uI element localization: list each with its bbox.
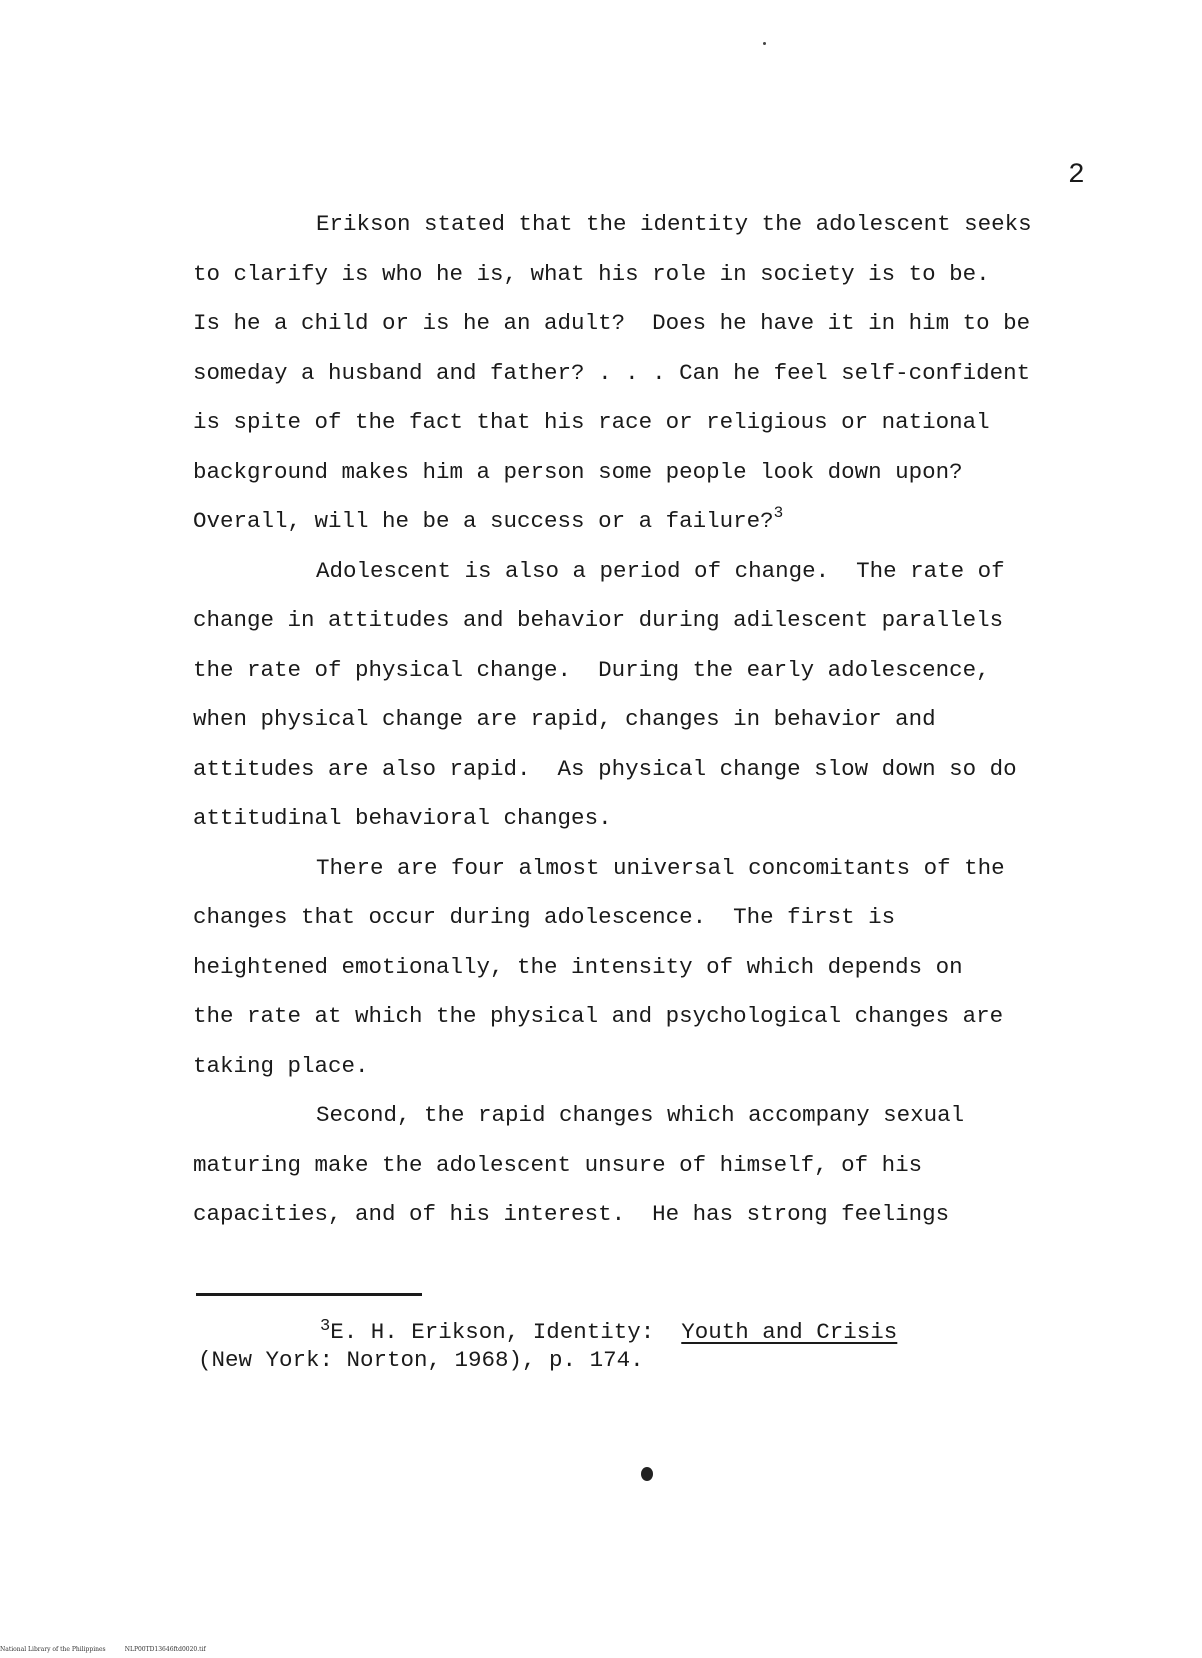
text-line-with-ref bbox=[193, 497, 1153, 547]
text-line: attitudinal behavioral changes. bbox=[193, 805, 612, 831]
footnote bbox=[198, 1318, 897, 1374]
text-line: is spite of the fact that his race or religious or national bbox=[193, 409, 990, 435]
text-line: Second, the rapid changes which accompany sexual bbox=[316, 1102, 965, 1128]
text-line: changes that occur during adolescence. The first is bbox=[193, 904, 896, 930]
text-line: There are four almost universal concomitants of the bbox=[316, 854, 1005, 881]
footnote-divider bbox=[196, 1293, 422, 1296]
scan-mark bbox=[641, 1467, 653, 1481]
text-line: background makes him a person some people look down upon? bbox=[193, 458, 963, 485]
paragraph-4 bbox=[193, 1091, 1153, 1240]
text-line: the rate of physical change. During the early adolescence, bbox=[193, 656, 990, 683]
text-line: the rate at which the physical and psychological changes are bbox=[193, 1003, 1004, 1029]
footnote-line-2: (New York: Norton, 1968), p. 174. bbox=[198, 1347, 644, 1373]
text-line: maturing make the adolescent unsure of himself, of his bbox=[193, 1151, 923, 1178]
text-line: change in attitudes and behavior during adilescent parallels bbox=[193, 607, 1004, 633]
scan-speck bbox=[763, 42, 766, 45]
footnote-marker: 3 bbox=[320, 1317, 331, 1336]
text-line: Overall, will he be a success or a failure? bbox=[193, 508, 774, 534]
paragraph-2 bbox=[193, 547, 1153, 844]
paragraph-3 bbox=[193, 844, 1153, 1092]
page-number: 2 bbox=[1068, 160, 1085, 191]
footnote-reference: 3 bbox=[773, 504, 784, 522]
text-line: Adolescent is also a period of change. The rate of bbox=[316, 557, 1005, 584]
text-line: Is he a child or is he an adult? Does he have it in him to be bbox=[193, 310, 1031, 336]
text-line: heightened emotionally, the intensity of which depends on bbox=[193, 953, 963, 980]
scan-footer bbox=[0, 1646, 206, 1653]
text-line: taking place. bbox=[193, 1052, 369, 1079]
footer-filename: NLP00TD13646ftd0020.tif bbox=[124, 1646, 206, 1653]
text-line: capacities, and of his interest. He has strong feelings bbox=[193, 1201, 950, 1227]
footer-library: National Library of the Philippines bbox=[0, 1646, 106, 1653]
text-line: attitudes are also rapid. As physical change slow down so do bbox=[193, 755, 1017, 782]
text-line: someday a husband and father? . . . Can he feel self-confident bbox=[193, 359, 1031, 386]
paragraph-1 bbox=[193, 200, 1153, 547]
footnote-book-title: Youth and Crisis bbox=[681, 1319, 898, 1345]
text-line: to clarify is who he is, what his role in society is to be. bbox=[193, 260, 990, 287]
body-text bbox=[193, 200, 1153, 1240]
footnote-line-1 bbox=[198, 1318, 897, 1346]
text-line: when physical change are rapid, changes in behavior and bbox=[193, 706, 936, 732]
footnote-citation: E. H. Erikson, Identity: bbox=[330, 1319, 682, 1345]
text-line: Erikson stated that the identity the adolescent seeks bbox=[316, 211, 1032, 237]
